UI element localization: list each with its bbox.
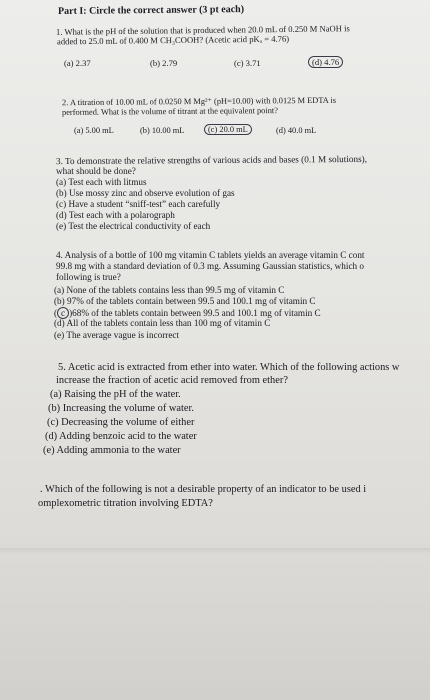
q4-option-e: (e) The average vague is incorrect <box>54 330 180 340</box>
q4-text-line3: following is true? <box>56 272 121 282</box>
q6-text-line1: . Which of the following is not a desirable property of an indicator to be used i <box>40 484 367 495</box>
q5-option-a: (a) Raising the pH of the water. <box>50 389 181 400</box>
q3-option-c: (c) Have a student “sniff-test” each carefully <box>56 199 221 209</box>
q5-option-b: (b) Increasing the volume of water. <box>48 403 194 414</box>
page-fold <box>0 548 430 554</box>
q3-option-b: (b) Use mossy zinc and observe evolution of gas <box>56 188 235 198</box>
q5-text-line2: increase the fraction of acetic acid removed from ether? <box>56 375 288 386</box>
q2-text-line2: performed. What is the volume of titrant at the equivalent point? <box>61 106 278 117</box>
q4-option-c-circled: ( c )68% of the tablets contain between 99.5 and 100.1 mg of vitamin C <box>54 308 321 318</box>
q4-circled-answer-mark: c <box>57 307 69 319</box>
q3-text-line1: 3. To demonstrate the relative strengths of various acids and bases (0.1 M solutions), <box>55 153 368 167</box>
q1-text-line2: added to 25.0 mL of 0.400 M CH₃COOH? (Acetic acid pKₐ = 4.76) <box>56 33 290 47</box>
q3-text-line2: what should be done? <box>56 166 136 176</box>
q3-option-e: (e) Test the electrical conductivity of each <box>56 221 211 231</box>
q1-choice-b: (b) 2.79 <box>150 58 178 68</box>
q4-text-line1: 4. Analysis of a bottle of 100 mg vitamin C tablets yields an average vitamin C cont <box>56 250 365 260</box>
q1-choice-c: (c) 3.71 <box>234 58 261 68</box>
q5-option-c: (c) Decreasing the volume of either <box>47 417 195 428</box>
q4-text-line2: 99.8 mg with a standard deviation of 0.3 mg. Assuming Gaussian statistics, which o <box>56 261 365 271</box>
q2-choice-a: (a) 5.00 mL <box>74 126 114 135</box>
q4-option-d: (d) All of the tablets contain less than 100 mg of vitamin C <box>54 318 271 328</box>
q1-text-line1: 1. What is the pH of the solution that is produced when 20.0 mL of 0.250 M NaOH is <box>55 23 350 37</box>
q5-option-d: (d) Adding benzoic acid to the water <box>45 431 197 442</box>
q1-choice-d-circled: (d) 4.76 <box>308 56 343 68</box>
q3-option-a: (a) Test each with litmus <box>56 177 147 187</box>
q4-option-a: (a) None of the tablets contains less than 99.5 mg of vitamin C <box>54 285 285 295</box>
q5-text-line1: 5. Acetic acid is extracted from ether into water. Which of the following actions w <box>58 362 400 373</box>
q3-option-d: (d) Test each with a polarograph <box>56 210 175 220</box>
q2-text-line1: 2. A titration of 10.00 mL of 0.0250 M Mg²⁺ (pH=10.00) with 0.0125 M EDTA is <box>61 95 337 108</box>
part-header: Part I: Circle the correct answer (3 pt each) <box>57 4 245 17</box>
q4-option-c-text: 68% of the tablets contain between 99.5 and 100.1 mg of vitamin C <box>72 308 321 318</box>
q4-option-b: (b) 97% of the tablets contain between 99.5 and 100.1 mg of vitamin C <box>54 296 316 306</box>
q2-choice-c-circled: (c) 20.0 mL <box>204 124 252 135</box>
q1-choice-a: (a) 2.37 <box>64 58 91 68</box>
q2-choice-d: (d) 40.0 mL <box>276 126 317 135</box>
q5-option-e: (e) Adding ammonia to the water <box>43 445 181 456</box>
q6-text-line2: omplexometric titration involving EDTA? <box>38 498 213 509</box>
q2-choice-b: (b) 10.00 mL <box>140 126 185 135</box>
